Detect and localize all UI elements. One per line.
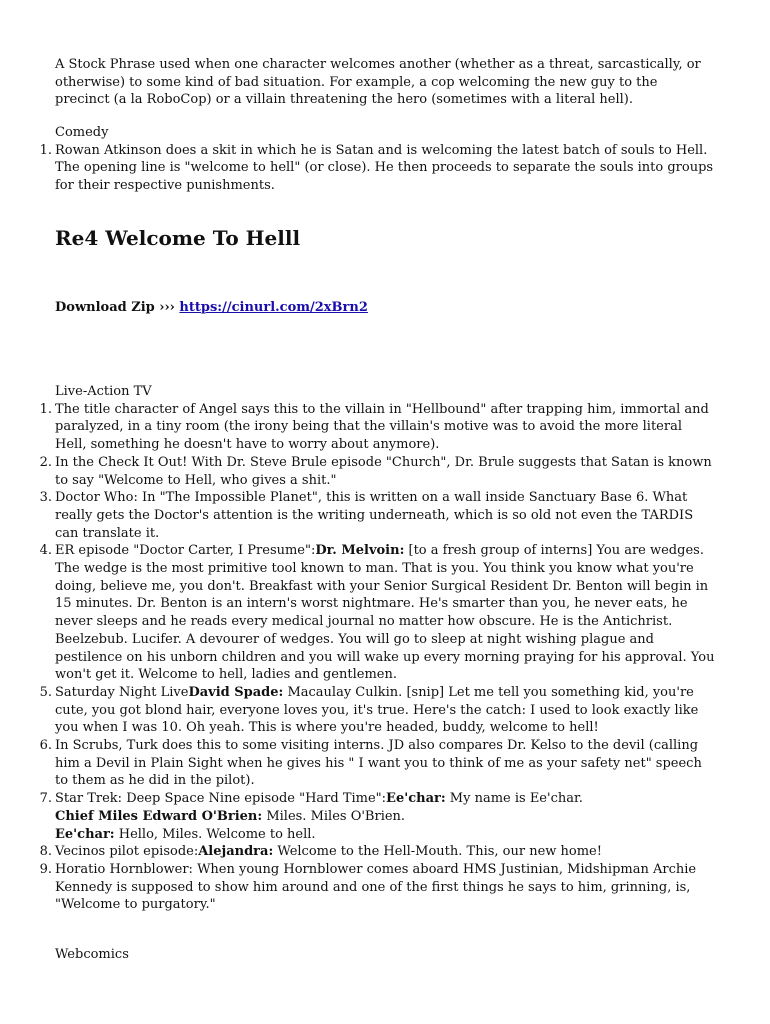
live-action-heading: Live-Action TV xyxy=(55,384,152,399)
intro-paragraph: A Stock Phrase used when one character welcomes another (whether as a threat, sarcastically, or otherwise) to some kind of bad situation. For example, a cop welcoming the new guy to the precinct (a la RoboCop) or a villain threatening the hero (sometimes with a literal hell). xyxy=(55,57,701,108)
list-item: 9. Horatio Hornblower: When young Hornblower comes aboard HMS Justinian, Midshipman Archie Kennedy is supposed to show him around and one of the first things he says to him, grinning, is, "Welcome to purgatory." xyxy=(39,861,697,913)
speaker-name: Alejandra: xyxy=(198,844,274,860)
download-line xyxy=(55,299,368,317)
speaker-name: Ee'char: xyxy=(55,826,115,842)
webcomics-heading: Webcomics xyxy=(55,947,129,962)
speaker-name: David Spade: xyxy=(188,684,284,700)
list-item: 6. In Scrubs, Turk does this to some visiting interns. JD also compares Dr. Kelso to the devil (calling him a Devil in Plain Sight when he gives his " I want you to think of me as your safety net" speech to them as he did in the pilot). xyxy=(39,738,702,789)
comedy-section xyxy=(39,124,715,195)
comedy-heading: Comedy xyxy=(55,125,109,140)
list-item: 1. Rowan Atkinson does a skit in which he is Satan and is welcoming the latest batch of souls to Hell. The opening line is "welcome to hell" (or close). He then proceeds to separate the souls into groups for their respective punishments. xyxy=(39,142,714,194)
list-item: 1. The title character of Angel says this to the villain in "Hellbound" after trapping him, immortal and paralyzed, in a tiny room (the irony being that the villain's motive was to avoid the more literal Hell, something he doesn't have to worry about anymore). xyxy=(39,401,709,453)
list-item: 8. Vecinos pilot episode:Alejandra: Welcome to the Hell-Mouth. This, our new home! xyxy=(39,844,602,860)
download-label: Download Zip ››› xyxy=(55,300,175,315)
speaker-name: Chief Miles Edward O'Brien: xyxy=(55,808,263,824)
list-item: 3. Doctor Who: In "The Impossible Planet", this is written on a wall inside Sanctuary Base 6. What really gets the Doctor's attention is the writing underneath, which is so old not even the TARDIS can translate it. xyxy=(39,490,694,541)
download-link[interactable]: https://cinurl.com/2xBrn2 xyxy=(179,300,368,315)
list-item: 2. In the Check It Out! With Dr. Steve Brule episode "Church", Dr. Brule suggests that Satan is known to say "Welcome to Hell, who gives a shit." xyxy=(39,454,712,488)
speaker-name: Dr. Melvoin: xyxy=(315,543,405,559)
page-title: Re4 Welcome To Helll xyxy=(55,226,301,250)
comedy-list xyxy=(39,142,715,195)
list-item: 7. Star Trek: Deep Space Nine episode "Hard Time":Ee'char: My name is Ee'char. Chief Miles Edward O'Brien: Miles. Miles O'Brien. Ee'char: Hello, Miles. Welcome to hell. xyxy=(39,791,583,842)
list-item: 5. Saturday Night LiveDavid Spade: Macaulay Culkin. [snip] Let me tell you something kid, you're cute, you got blond hair, everyone loves you, it's true. Here's the catch: I used to look exactly like you when I was 10. Oh yeah. This is where you're headed, buddy, welcome to hell! xyxy=(39,684,699,736)
live-action-section xyxy=(39,383,715,914)
live-action-list xyxy=(39,401,715,914)
list-item: 4. ER episode "Doctor Carter, I Presume":Dr. Melvoin: [to a fresh group of interns] You are wedges. The wedge is the most primitive tool known to man. That is you. You think you know what you're doing, believe me, you don't. Breakfast with your Senior Surgical Resident Dr. Benton will begin in 15 minutes. Dr. Benton is an intern's worst nightmare. He's smarter than you, he never eats, he never sleeps and he reads every medical journal no matter how obscure. He is the Antichrist. Beelzebub. Lucifer. A devourer of wedges. You will go to sleep at night wishing plague and pestilence on his unborn children and you will wake up every morning praying for his approval. You won't get it. Welcome to hell, ladies and gentlemen. xyxy=(39,543,715,683)
speaker-name: Ee'char: xyxy=(386,791,446,807)
